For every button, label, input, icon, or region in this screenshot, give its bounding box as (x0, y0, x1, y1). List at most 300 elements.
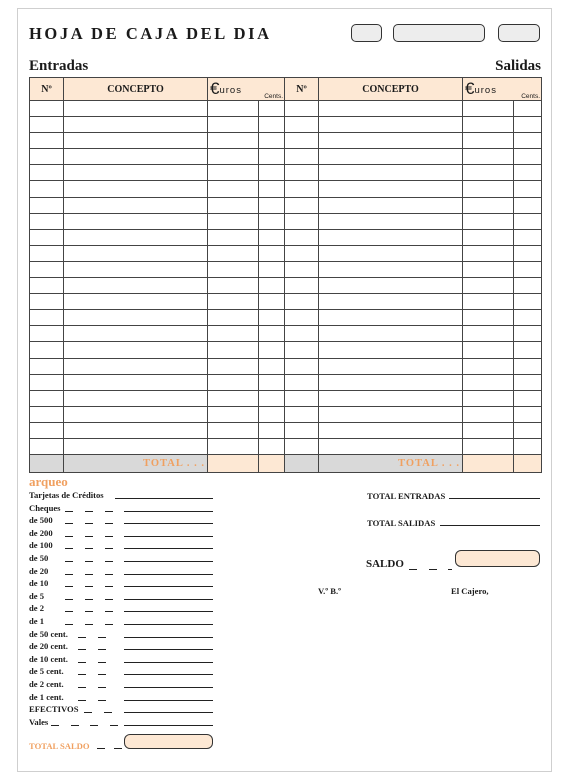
entradas-cents-cell[interactable] (259, 278, 285, 294)
arqueo-item-label: de 50 cent. (29, 628, 68, 639)
dash (65, 574, 73, 575)
entradas-euros-cell[interactable] (208, 278, 259, 294)
arqueo-amount-line[interactable] (124, 649, 213, 650)
salidas-cents-cell[interactable] (514, 406, 542, 422)
dash (78, 662, 86, 663)
dash (65, 561, 73, 562)
entradas-num-cell[interactable] (30, 406, 64, 422)
arqueo-amount-line[interactable] (124, 725, 213, 726)
salidas-concept-cell[interactable] (319, 133, 463, 149)
entradas-num-cell[interactable] (30, 229, 64, 245)
entradas-cents-cell[interactable] (259, 261, 285, 277)
salidas-euros-cell[interactable] (463, 326, 514, 342)
dash (85, 624, 93, 625)
salidas-euros-cell[interactable] (463, 406, 514, 422)
salidas-num-cell[interactable] (285, 101, 319, 117)
dash (65, 511, 73, 512)
salidas-num-cell[interactable] (285, 133, 319, 149)
entradas-concept-cell[interactable] (64, 229, 208, 245)
arqueo-amount-line[interactable] (124, 637, 213, 638)
salidas-euros-cell[interactable] (463, 229, 514, 245)
dash (98, 687, 106, 688)
entradas-euros-cell[interactable] (208, 213, 259, 229)
entradas-num-cell[interactable] (30, 165, 64, 181)
saldo-label: SALDO (366, 558, 404, 570)
salidas-num-cell[interactable] (285, 245, 319, 261)
salidas-euros-cell[interactable] (463, 181, 514, 197)
entradas-num-cell[interactable] (30, 374, 64, 390)
arqueo-item-label: de 10 cent. (29, 653, 68, 664)
salidas-concept-cell[interactable] (319, 278, 463, 294)
salidas-num-cell[interactable] (285, 117, 319, 133)
salidas-total-cents[interactable] (514, 455, 542, 473)
salidas-cents-cell[interactable] (514, 197, 542, 213)
arqueo-amount-line[interactable] (124, 611, 213, 612)
ledger-row (30, 390, 542, 406)
entradas-euros-header (208, 78, 285, 101)
ledger-row (30, 438, 542, 454)
salidas-cents-cell[interactable] (514, 181, 542, 197)
entradas-euros-cell[interactable] (208, 117, 259, 133)
arqueo-item-label: de 500 (29, 515, 53, 526)
total-saldo-field[interactable] (124, 734, 213, 749)
ledger-row (30, 326, 542, 342)
entradas-euros-cell[interactable] (208, 229, 259, 245)
salidas-num-cell[interactable] (285, 197, 319, 213)
arqueo-item-label: Cheques (29, 502, 61, 513)
cajero-label: El Cajero, (451, 586, 489, 596)
entradas-num-cell[interactable] (30, 294, 64, 310)
entradas-euros-cell[interactable] (208, 422, 259, 438)
dash (85, 548, 93, 549)
salidas-euros-cell[interactable] (463, 165, 514, 181)
salidas-concept-cell[interactable] (319, 181, 463, 197)
arqueo-amount-line[interactable] (124, 674, 213, 675)
entradas-concept-header: CONCEPTO (64, 78, 208, 101)
entradas-cents-cell[interactable] (259, 326, 285, 342)
salidas-concept-cell[interactable] (319, 261, 463, 277)
ledger-header-row (30, 78, 542, 101)
salidas-concept-cell[interactable] (319, 101, 463, 117)
salidas-concept-cell[interactable] (319, 358, 463, 374)
header-field-3[interactable] (498, 24, 540, 42)
salidas-num-cell[interactable] (285, 438, 319, 454)
dash (105, 536, 113, 537)
dash (85, 536, 93, 537)
entradas-num-cell[interactable] (30, 342, 64, 358)
entradas-num-cell[interactable] (30, 149, 64, 165)
salidas-euros-cell[interactable] (463, 101, 514, 117)
entradas-euros-cell[interactable] (208, 358, 259, 374)
arqueo-amount-line[interactable] (124, 662, 213, 663)
entradas-concept-cell[interactable] (64, 261, 208, 277)
ledger-row (30, 374, 542, 390)
salidas-concept-cell[interactable] (319, 165, 463, 181)
salidas-num-cell[interactable] (285, 406, 319, 422)
entradas-num-cell[interactable] (30, 390, 64, 406)
salidas-concept-cell[interactable] (319, 117, 463, 133)
dash (98, 700, 106, 701)
arqueo-item-label: de 5 cent. (29, 666, 64, 677)
entradas-euros-cell[interactable] (208, 149, 259, 165)
salidas-cents-cell[interactable] (514, 117, 542, 133)
arqueo-amount-line[interactable] (124, 536, 213, 537)
salidas-euros-cell[interactable] (463, 438, 514, 454)
salidas-cents-cell[interactable] (514, 213, 542, 229)
salidas-num-cell[interactable] (285, 261, 319, 277)
entradas-cents-cell[interactable] (259, 101, 285, 117)
salidas-euros-cell[interactable] (463, 294, 514, 310)
header-field-2[interactable] (393, 24, 485, 42)
salidas-num-header: Nº (285, 78, 319, 101)
arqueo-amount-line[interactable] (124, 511, 213, 512)
entradas-num-header: Nº (30, 78, 64, 101)
salidas-euros-cell[interactable] (463, 310, 514, 326)
salidas-cents-cell[interactable] (514, 310, 542, 326)
arqueo-item-label: de 20 cent. (29, 641, 68, 652)
salidas-cents-cell[interactable] (514, 294, 542, 310)
salidas-cents-cell[interactable] (514, 133, 542, 149)
salidas-num-cell[interactable] (285, 422, 319, 438)
dash (65, 536, 73, 537)
arqueo-title: arqueo (29, 474, 68, 489)
entradas-num-cell[interactable] (30, 261, 64, 277)
entradas-concept-cell[interactable] (64, 422, 208, 438)
arqueo-amount-line[interactable] (115, 498, 213, 499)
entradas-euros-cell[interactable] (208, 261, 259, 277)
salidas-num-cell[interactable] (285, 149, 319, 165)
salidas-concept-cell[interactable] (319, 149, 463, 165)
salidas-concept-cell[interactable] (319, 229, 463, 245)
entradas-num-cell[interactable] (30, 358, 64, 374)
ledger-row (30, 181, 542, 197)
dash (65, 599, 73, 600)
salidas-euros-cell[interactable] (463, 342, 514, 358)
dash (114, 748, 122, 749)
dash (98, 674, 106, 675)
salidas-cents-cell[interactable] (514, 149, 542, 165)
salidas-euros-header (463, 78, 542, 101)
salidas-num-cell[interactable] (285, 181, 319, 197)
entradas-concept-cell[interactable] (64, 213, 208, 229)
arqueo-item-label: de 2 cent. (29, 679, 64, 689)
entradas-concept-cell[interactable] (64, 181, 208, 197)
arqueo-amount-line[interactable] (124, 687, 213, 688)
salidas-cents-cell[interactable] (514, 101, 542, 117)
arqueo-amount-line[interactable] (124, 586, 213, 587)
entradas-cents-cell[interactable] (259, 358, 285, 374)
arqueo-amount-line[interactable] (124, 624, 213, 625)
ledger-row (30, 165, 542, 181)
entradas-cents-cell[interactable] (259, 390, 285, 406)
dash (78, 637, 86, 638)
total-row (30, 455, 542, 473)
ledger-row (30, 197, 542, 213)
salidas-concept-cell[interactable] (319, 294, 463, 310)
entradas-concept-cell[interactable] (64, 374, 208, 390)
entradas-cents-cell[interactable] (259, 181, 285, 197)
dash (105, 548, 113, 549)
entradas-euros-cell[interactable] (208, 294, 259, 310)
salidas-num-cell[interactable] (285, 278, 319, 294)
dash (85, 599, 93, 600)
dash (78, 700, 86, 701)
entradas-num-cell[interactable] (30, 181, 64, 197)
dash (90, 725, 98, 726)
entradas-cents-cell[interactable] (259, 438, 285, 454)
salidas-cents-cell[interactable] (514, 438, 542, 454)
entradas-num-cell[interactable] (30, 422, 64, 438)
salidas-concept-cell[interactable] (319, 406, 463, 422)
salidas-euros-cell[interactable] (463, 197, 514, 213)
ledger-row (30, 278, 542, 294)
total-salidas-line[interactable] (440, 525, 540, 526)
salidas-euros-cell[interactable] (463, 117, 514, 133)
entradas-concept-cell[interactable] (64, 245, 208, 261)
arqueo-item-label: de 1 cent. (29, 691, 64, 702)
entradas-num-cell[interactable] (30, 101, 64, 117)
entradas-euros-cell[interactable] (208, 101, 259, 117)
arqueo-item-label: de 200 (29, 527, 53, 538)
dash (84, 712, 92, 713)
entradas-cents-cell[interactable] (259, 197, 285, 213)
entradas-euros-cell[interactable] (208, 406, 259, 422)
salidas-num-cell[interactable] (285, 342, 319, 358)
arqueo-amount-line[interactable] (124, 523, 213, 524)
entradas-total-cents[interactable] (259, 455, 285, 473)
salidas-concept-cell[interactable] (319, 422, 463, 438)
entradas-concept-cell[interactable] (64, 149, 208, 165)
entradas-euros-cell[interactable] (208, 245, 259, 261)
entradas-euros-cell[interactable] (208, 197, 259, 213)
salidas-concept-cell[interactable] (319, 374, 463, 390)
salidas-cents-cell[interactable] (514, 390, 542, 406)
entradas-concept-cell[interactable] (64, 342, 208, 358)
entradas-concept-cell[interactable] (64, 310, 208, 326)
salidas-cents-cell[interactable] (514, 165, 542, 181)
entradas-concept-cell[interactable] (64, 390, 208, 406)
entradas-cents-cell[interactable] (259, 229, 285, 245)
entradas-num-cell[interactable] (30, 117, 64, 133)
dash (98, 637, 106, 638)
vb-label: V.º B.º (318, 586, 341, 596)
salidas-euros-cell[interactable] (463, 245, 514, 261)
entradas-cents-cell[interactable] (259, 406, 285, 422)
salidas-num-cell[interactable] (285, 358, 319, 374)
salidas-cents-cell[interactable] (514, 342, 542, 358)
salidas-euros-cell[interactable] (463, 149, 514, 165)
salidas-num-cell[interactable] (285, 374, 319, 390)
salidas-concept-cell[interactable] (319, 438, 463, 454)
arqueo-amount-line[interactable] (124, 574, 213, 575)
entradas-num-cell[interactable] (30, 278, 64, 294)
entradas-num-cell[interactable] (30, 213, 64, 229)
salidas-concept-cell[interactable] (319, 326, 463, 342)
entradas-euros-cell[interactable] (208, 133, 259, 149)
entradas-euros-cell[interactable] (208, 181, 259, 197)
dash (78, 649, 86, 650)
entradas-concept-cell[interactable] (64, 197, 208, 213)
entradas-cents-cell[interactable] (259, 213, 285, 229)
entradas-euros-cell[interactable] (208, 438, 259, 454)
salidas-euros-cell[interactable] (463, 278, 514, 294)
entradas-concept-cell[interactable] (64, 101, 208, 117)
entradas-cents-cell[interactable] (259, 310, 285, 326)
header-field-1[interactable] (351, 24, 382, 42)
euro-icon: € (210, 79, 220, 98)
dash (448, 569, 452, 570)
ledger-row (30, 149, 542, 165)
salidas-euros-cell[interactable] (463, 422, 514, 438)
arqueo-amount-line[interactable] (124, 561, 213, 562)
entradas-num-cell[interactable] (30, 310, 64, 326)
dash (78, 674, 86, 675)
entradas-concept-cell[interactable] (64, 294, 208, 310)
entradas-total-euros[interactable] (208, 455, 259, 473)
salidas-cents-cell[interactable] (514, 278, 542, 294)
dash (429, 569, 437, 570)
euro-text: uros (474, 85, 497, 96)
dash (65, 624, 73, 625)
salidas-cents-header: Cents. (521, 93, 541, 100)
total-entradas-line[interactable] (449, 498, 540, 499)
salidas-num-cell[interactable] (285, 326, 319, 342)
ledger-row (30, 117, 542, 133)
entradas-concept-cell[interactable] (64, 438, 208, 454)
total-entradas-label: TOTAL ENTRADAS (367, 491, 446, 501)
ledger-row (30, 261, 542, 277)
entradas-num-cell[interactable] (30, 197, 64, 213)
salidas-concept-header: CONCEPTO (319, 78, 463, 101)
salidas-euros-cell[interactable] (463, 390, 514, 406)
entradas-cents-cell[interactable] (259, 149, 285, 165)
arqueo-item-label: Vales (29, 716, 49, 727)
euro-text: uros (219, 85, 242, 96)
entradas-concept-cell[interactable] (64, 406, 208, 422)
salidas-cents-cell[interactable] (514, 422, 542, 438)
dash (105, 586, 113, 587)
entradas-cents-cell[interactable] (259, 374, 285, 390)
saldo-field[interactable] (455, 550, 540, 567)
entradas-concept-cell[interactable] (64, 165, 208, 181)
salidas-concept-cell[interactable] (319, 390, 463, 406)
entradas-cents-cell[interactable] (259, 245, 285, 261)
salidas-cents-cell[interactable] (514, 326, 542, 342)
arqueo-amount-line[interactable] (124, 548, 213, 549)
dash (105, 511, 113, 512)
dash (105, 574, 113, 575)
salidas-concept-cell[interactable] (319, 213, 463, 229)
entradas-cents-cell[interactable] (259, 165, 285, 181)
entradas-euros-cell[interactable] (208, 165, 259, 181)
entradas-concept-cell[interactable] (64, 117, 208, 133)
arqueo-item-label: de 20 (29, 565, 49, 576)
entradas-euros-cell[interactable] (208, 390, 259, 406)
salidas-cents-cell[interactable] (514, 374, 542, 390)
salidas-euros-cell[interactable] (463, 213, 514, 229)
salidas-concept-cell[interactable] (319, 310, 463, 326)
entradas-num-cell[interactable] (30, 326, 64, 342)
entradas-cents-cell[interactable] (259, 294, 285, 310)
euro-icon: € (465, 79, 475, 98)
salidas-cents-cell[interactable] (514, 229, 542, 245)
ledger-row (30, 310, 542, 326)
ledger-row (30, 245, 542, 261)
total-saldo-label: TOTAL SALDO (29, 741, 90, 751)
ledger-row (30, 101, 542, 117)
dash (105, 611, 113, 612)
entradas-euros-cell[interactable] (208, 374, 259, 390)
salidas-num-cell[interactable] (285, 213, 319, 229)
salidas-num-cell[interactable] (285, 310, 319, 326)
entradas-concept-cell[interactable] (64, 358, 208, 374)
salidas-num-cell[interactable] (285, 294, 319, 310)
ledger-row (30, 342, 542, 358)
dash (104, 712, 112, 713)
dash (98, 649, 106, 650)
ledger-row (30, 133, 542, 149)
dash (65, 611, 73, 612)
salidas-total-euros[interactable] (463, 455, 514, 473)
entradas-euros-cell[interactable] (208, 310, 259, 326)
page-title: HOJA DE CAJA DEL DIA (29, 24, 272, 43)
salidas-num-cell[interactable] (285, 165, 319, 181)
dash (97, 748, 105, 749)
entradas-euros-cell[interactable] (208, 342, 259, 358)
dash (71, 725, 79, 726)
arqueo-amount-line[interactable] (124, 599, 213, 600)
entradas-concept-cell[interactable] (64, 133, 208, 149)
salidas-cents-cell[interactable] (514, 358, 542, 374)
entradas-euros-cell[interactable] (208, 326, 259, 342)
entradas-cents-cell[interactable] (259, 117, 285, 133)
arqueo-item-label: EFECTIVOS (29, 704, 79, 715)
entradas-cents-header: Cents. (264, 93, 284, 100)
total-salidas-label: TOTAL SALIDAS (367, 518, 436, 528)
salidas-cents-cell[interactable] (514, 245, 542, 261)
ledger-row (30, 406, 542, 422)
salidas-concept-cell[interactable] (319, 342, 463, 358)
entradas-num-cell[interactable] (30, 133, 64, 149)
dash (85, 523, 93, 524)
salidas-euros-cell[interactable] (463, 261, 514, 277)
entradas-concept-cell[interactable] (64, 278, 208, 294)
entradas-num-cell[interactable] (30, 245, 64, 261)
entradas-label: Entradas (29, 58, 89, 74)
entradas-cents-cell[interactable] (259, 133, 285, 149)
dash (85, 586, 93, 587)
salidas-num-cell[interactable] (285, 390, 319, 406)
salidas-label: Salidas (495, 58, 541, 74)
arqueo-amount-line[interactable] (124, 712, 213, 713)
salidas-concept-cell[interactable] (319, 245, 463, 261)
dash (105, 599, 113, 600)
entradas-concept-cell[interactable] (64, 326, 208, 342)
salidas-cents-cell[interactable] (514, 261, 542, 277)
dash (65, 586, 73, 587)
ledger-row (30, 213, 542, 229)
salidas-euros-cell[interactable] (463, 133, 514, 149)
salidas-euros-cell[interactable] (463, 358, 514, 374)
entradas-num-cell[interactable] (30, 438, 64, 454)
entradas-cents-cell[interactable] (259, 342, 285, 358)
entradas-cents-cell[interactable] (259, 422, 285, 438)
salidas-concept-cell[interactable] (319, 197, 463, 213)
salidas-euros-cell[interactable] (463, 374, 514, 390)
salidas-num-cell[interactable] (285, 229, 319, 245)
dash (110, 725, 118, 726)
arqueo-amount-line[interactable] (124, 700, 213, 701)
